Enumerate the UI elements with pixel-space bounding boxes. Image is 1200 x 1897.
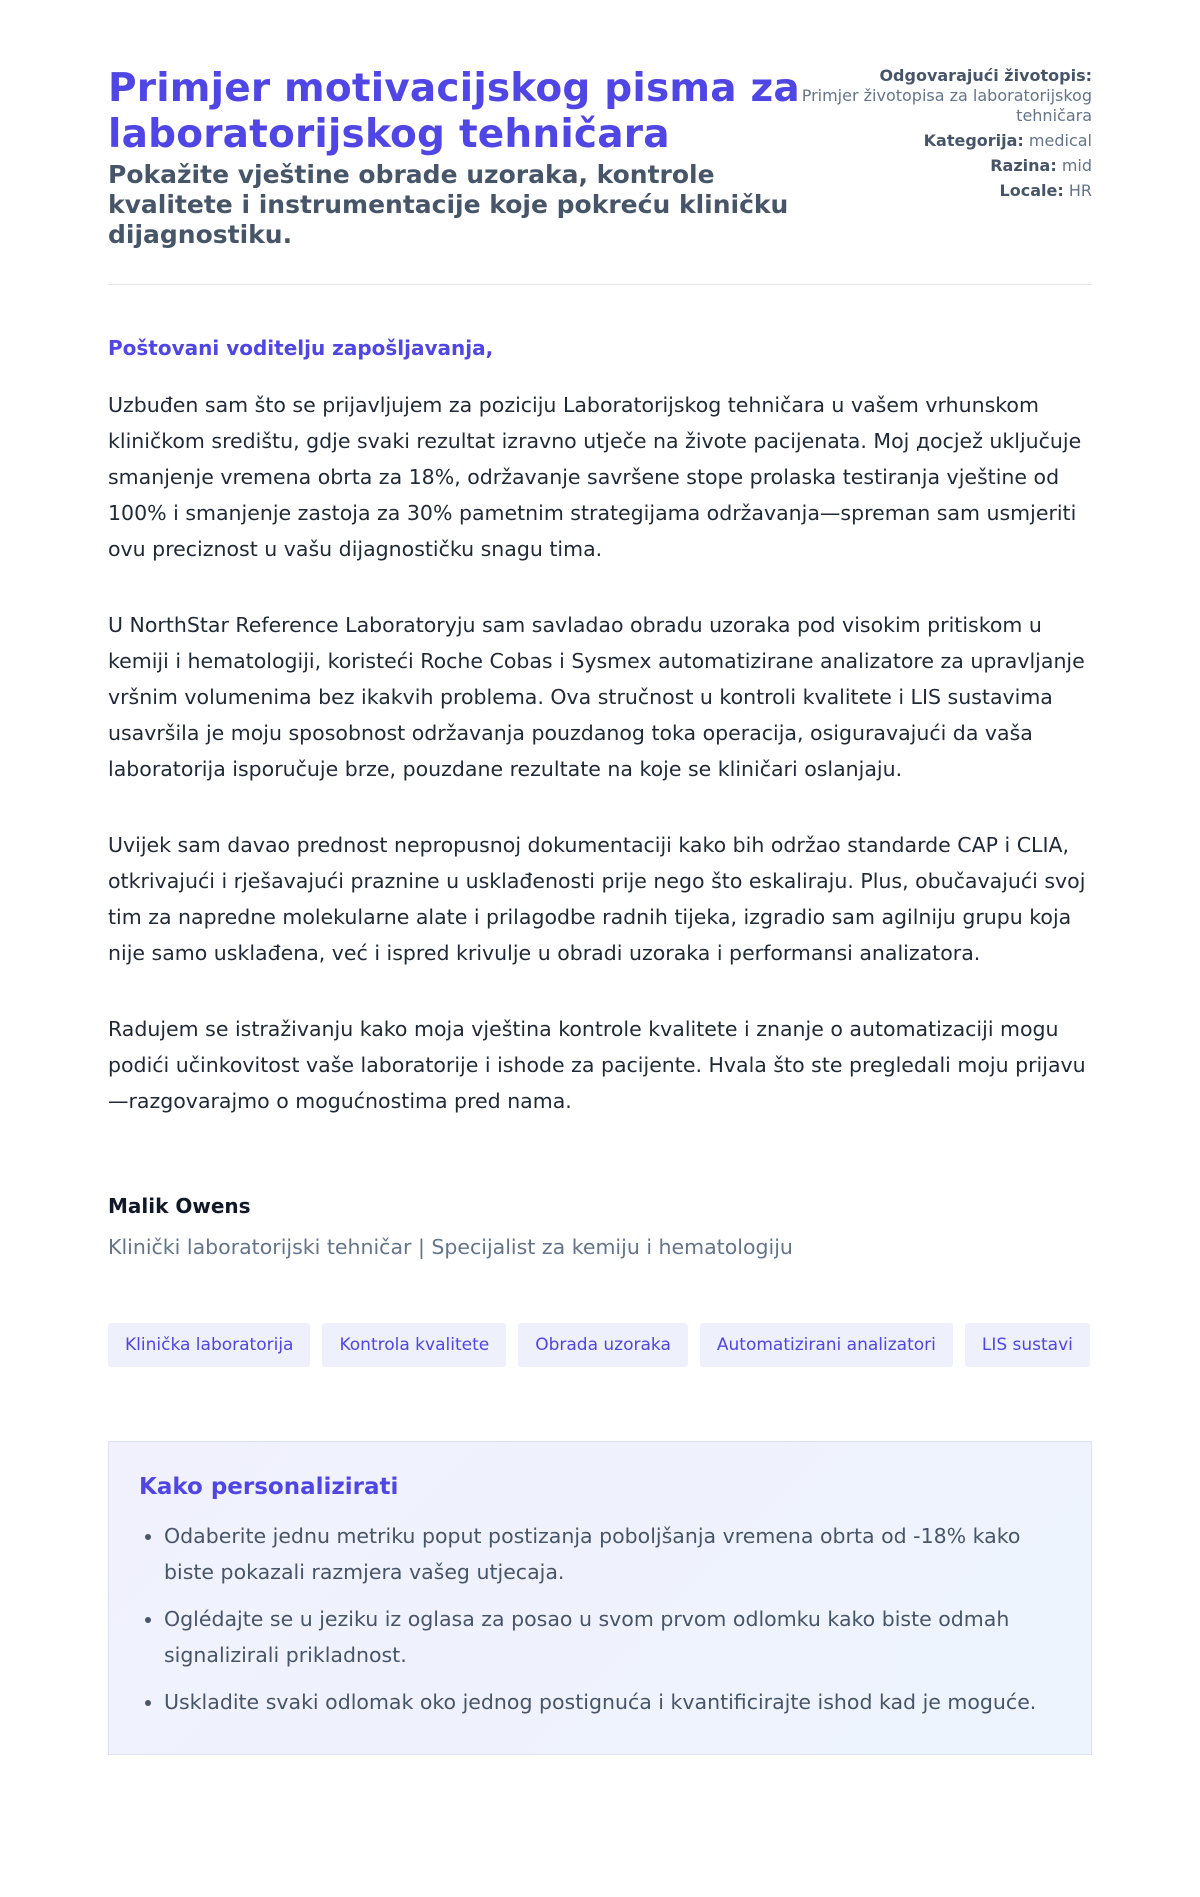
page-header [108, 0, 1092, 249]
letter-paragraph: Uzbuđen sam što se prijavljujem za poziciju Laboratorijskog tehničara u vašem vrhunskom kliničkom središtu, gdje svaki rezultat izravno utječe na živote pacijenata. Moj досjež uključuje smanjenje vremena obrta za 18%, održavanje savršene stope prolaska testiranja vještine od 100% i smanjenje zastoja za 30% pametnim strategijama održavanja—spreman sam usmjeriti ovu preciznost u vašu dijagnostičku snagu tima. [108, 393, 1082, 561]
signature-name: Malik Owens [108, 1194, 251, 1218]
meta-resume-link[interactable]: Primjer životopisa za laboratorijskog tehničara [801, 86, 1092, 125]
letter-paragraph: U NorthStar Reference Laboratoryju sam savladao obradu uzoraka pod visokim pritiskom u kemiji i hematologiji, koristeći Roche Cobas i Sysmex automatizirane analizatore za upravljanje vršnim volumenima bez ikakvih problema. Ova stručnost u kontroli kvalitete i LIS sustavima usavršila je moju sposobnost održavanja pouzdanog toka operacija, osiguravajući da vaša laboratorija isporučuje brze, pouzdane rezultate na koje se kliničari oslanjaju. [108, 613, 1085, 781]
meta-locale-value: HR [1068, 181, 1092, 200]
meta-category-value: medical [1028, 131, 1092, 150]
page-title: Primjer motivacijskog pisma za laboratorijskog tehničara [108, 66, 800, 157]
letter-paragraph: Radujem se istraživanju kako moja vještina kontrole kvalitete i znanje o automatizaciji mogu podići učinkovitost vaše laboratorije i ishode za pacijente. Hvala što ste pregledali moju prijavu—razgovarajmo o mogućnostima pred nama. [108, 1017, 1086, 1113]
tip-item: • Odaberite jednu metriku poput postizanja poboljšanja vremena obrta od -18% kako biste pokazali razmjera vašeg utjecaja. [164, 1518, 1061, 1590]
tag-clinical-lab[interactable]: Klinička laboratorija [108, 1323, 310, 1367]
meta-level-value: mid [1061, 156, 1092, 175]
letter-salutation: Poštovani voditelju zapošljavanja, [108, 336, 494, 360]
meta-resume-label: Odgovarajući životopis: [879, 66, 1092, 85]
header-divider [108, 284, 1092, 285]
letter-body [108, 335, 1092, 1261]
tag-quality-control[interactable]: Kontrola kvalitete [322, 1323, 506, 1367]
signature-role: Klinički laboratorijski tehničar | Specijalist za kemiju i hematologiju [108, 1235, 793, 1259]
meta-category [792, 131, 1092, 151]
meta-panel [792, 66, 1092, 206]
tag-automated-analyzers[interactable]: Automatizirani analizatori [700, 1323, 953, 1367]
tips-title: Kako personalizirati [139, 1474, 399, 1500]
page-subtitle: Pokažite vještine obrade uzoraka, kontrole kvalitete i instrumentacije koje pokreću kliničku dijagnostiku. [108, 160, 789, 249]
meta-resume [792, 66, 1092, 126]
meta-locale-label: Locale: [999, 181, 1064, 200]
tip-item: • Uskladite svaki odlomak oko jednog postignuća i kvantificirajte ishod kad je moguće. [164, 1684, 1061, 1720]
meta-category-label: Kategorija: [923, 131, 1024, 150]
meta-level [792, 156, 1092, 176]
meta-level-label: Razina: [990, 156, 1057, 175]
tip-item: • Oglédajte se u jeziku iz oglasa za posao u svom prvom odlomku kako biste odmah signalizirali prikladnost. [164, 1601, 1061, 1673]
tag-sample-processing[interactable]: Obrada uzoraka [518, 1323, 688, 1367]
skill-tags [108, 1323, 1092, 1367]
tips-list [139, 1518, 1061, 1720]
meta-locale [792, 181, 1092, 201]
tag-lis-systems[interactable]: LIS sustavi [965, 1323, 1090, 1367]
letter-paragraph: Uvijek sam davao prednost nepropusnoj dokumentaciji kako bih održao standarde CAP i CLIA, otkrivajući i rješavajući praznine u usklađenosti prije nego što eskaliraju. Plus, obučavajući svoj tim za napredne molekularne alate i prilagodbe radnih tijeka, izgradio sam agilniju grupu koja nije samo usklađena, već i ispred krivulje u obradi uzoraka i performansi analizatora. [108, 833, 1086, 965]
personalize-tips-box [108, 1441, 1092, 1755]
